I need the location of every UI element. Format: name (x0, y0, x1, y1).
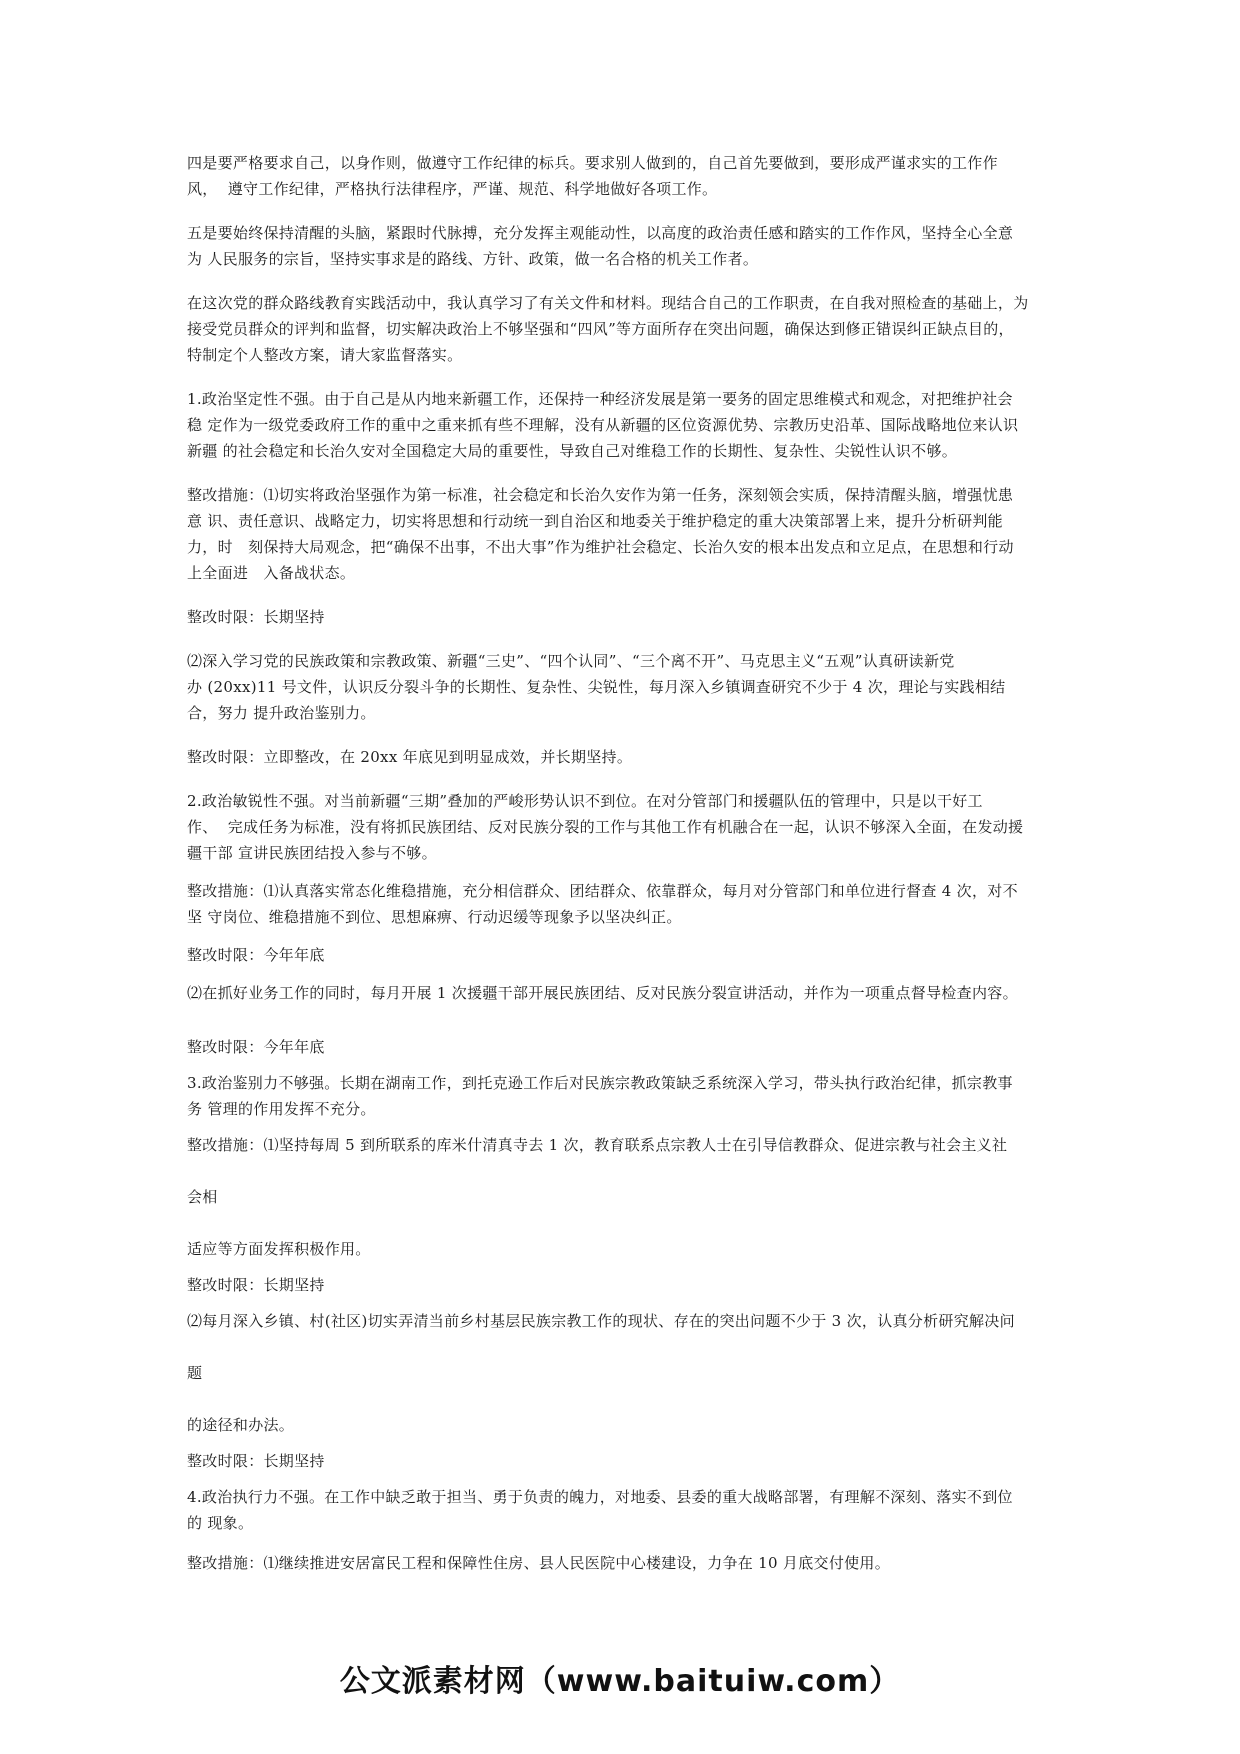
paragraph: 整改措施：⑴继续推进安居富民工程和保障性住房、县人民医院中心楼建设，力争在 10 月底交付使用。 (187, 1554, 891, 1572)
paragraph: 的途径和办法。 (187, 1416, 295, 1434)
paragraph: 整改时限：长期坚持 (187, 1276, 325, 1294)
paragraph: 整改时限：长期坚持 (187, 1452, 325, 1470)
paragraph: 整改措施：⑴切实将政治坚强作为第一标准，社会稳定和长治久安作为第一任务，深刻领会实质，保持清醒头脑，增强忧患 意 识、责任意识、战略定力，切实将思想和行动统一到自治区和地委关于维护稳定的重大决策部署上来，提升分析研判能 力，时 刻保持大局观念，把“确保不出事，不出大事”作为维护社会稳定、长治久安的根本出发点和立足点，在思想和行动 上全面进 入备战状态。 (187, 486, 1014, 582)
paragraph: 整改措施：⑴坚持每周 5 到所联系的库米什清真寺去 1 次，教育联系点宗教人士在引导信教群众、促进宗教与社会主义社 会相 (187, 1136, 1008, 1206)
footer-watermark: 公文派素材网（www.baituiw.com） (339, 1664, 901, 1699)
paragraph: ⑵每月深入乡镇、村(社区)切实弄清当前乡村基层民族宗教工作的现状、存在的突出问题不少于 3 次，认真分析研究解决问 题 (187, 1312, 1015, 1382)
paragraph: 1.政治坚定性不强。由于自己是从内地来新疆工作，还保持一种经济发展是第一要务的固定思维模式和观念，对把维护社会 稳 定作为一级党委政府工作的重中之重来抓有些不理解，没有从新疆的区位资源优势、宗教历史沿革、国际战略地位来认识 新疆 的社会稳定和长治久安对全国稳定大局的重要性，导致自己对维稳工作的长期性、复杂性、尖锐性认识不够。 (187, 390, 1019, 460)
paragraph: 整改时限：长期坚持 (187, 608, 325, 626)
paragraph: 整改时限：今年年底 (187, 946, 325, 964)
paragraph: 整改措施：⑴认真落实常态化维稳措施，充分相信群众、团结群众、依靠群众，每月对分管部门和单位进行督查 4 次，对不 坚 守岗位、维稳措施不到位、思想麻痹、行动迟缓等现象予以坚决纠正。 (187, 882, 1018, 926)
paragraph: 整改时限：今年年底 (187, 1038, 325, 1056)
paragraph: 在这次党的群众路线教育实践活动中，我认真学习了有关文件和材料。现结合自己的工作职责，在自我对照检查的基础上，为 接受党员群众的评判和监督，切实解决政治上不够坚强和“四风”等方面所存在突出问题，确保达到修正错误纠正缺点目的， 特制定个人整改方案，请大家监督落实。 (187, 294, 1029, 364)
paragraph: ⑵深入学习党的民族政策和宗教政策、新疆“三史”、“四个认同”、“三个离不开”、马克思主义“五观”认真研读新党 办 (20xx)11 号文件，认识反分裂斗争的长期性、复杂性、尖锐性，每月深入乡镇调查研究不少于 4 次，理论与实践相结 合，努力 提升政治鉴别力。 (187, 652, 1006, 722)
paragraph: 3.政治鉴别力不够强。长期在湖南工作，到托克逊工作后对民族宗教政策缺乏系统深入学习，带头执行政治纪律，抓宗教事 务 管理的作用发挥不充分。 (187, 1074, 1013, 1118)
paragraph: 4.政治执行力不强。在工作中缺乏敢于担当、勇于负责的魄力，对地委、县委的重大战略部署，有理解不深刻、落实不到位 的 现象。 (187, 1488, 1013, 1532)
paragraph: 整改时限：立即整改，在 20xx 年底见到明显成效，并长期坚持。 (187, 748, 633, 766)
paragraph: 适应等方面发挥积极作用。 (187, 1240, 371, 1258)
paragraph: 五是要始终保持清醒的头脑，紧跟时代脉搏，充分发挥主观能动性，以高度的政治责任感和踏实的工作作风，坚持全心全意 为 人民服务的宗旨，坚持实事求是的路线、方针、政策，做一名合格的机关工作者。 (187, 224, 1014, 268)
document-body (187, 150, 1057, 1576)
paragraph: 四是要严格要求自己，以身作则，做遵守工作纪律的标兵。要求别人做到的，自己首先要做到，要形成严谨求实的工作作 风， 遵守工作纪律，严格执行法律程序，严谨、规范、科学地做好各项工作。 (187, 154, 998, 198)
paragraph: 2.政治敏锐性不强。对当前新疆“三期”叠加的严峻形势认识不到位。在对分管部门和援疆队伍的管理中，只是以干好工 作、 完成任务为标准，没有将抓民族团结、反对民族分裂的工作与其他工作有机融合在一起，认识不够深入全面，在发动援 疆干部 宣讲民族团结投入参与不够。 (187, 792, 1024, 862)
paragraph: ⑵在抓好业务工作的同时，每月开展 1 次援疆干部开展民族团结、反对民族分裂宣讲活动，并作为一项重点督导检查内容。 (187, 984, 1018, 1002)
